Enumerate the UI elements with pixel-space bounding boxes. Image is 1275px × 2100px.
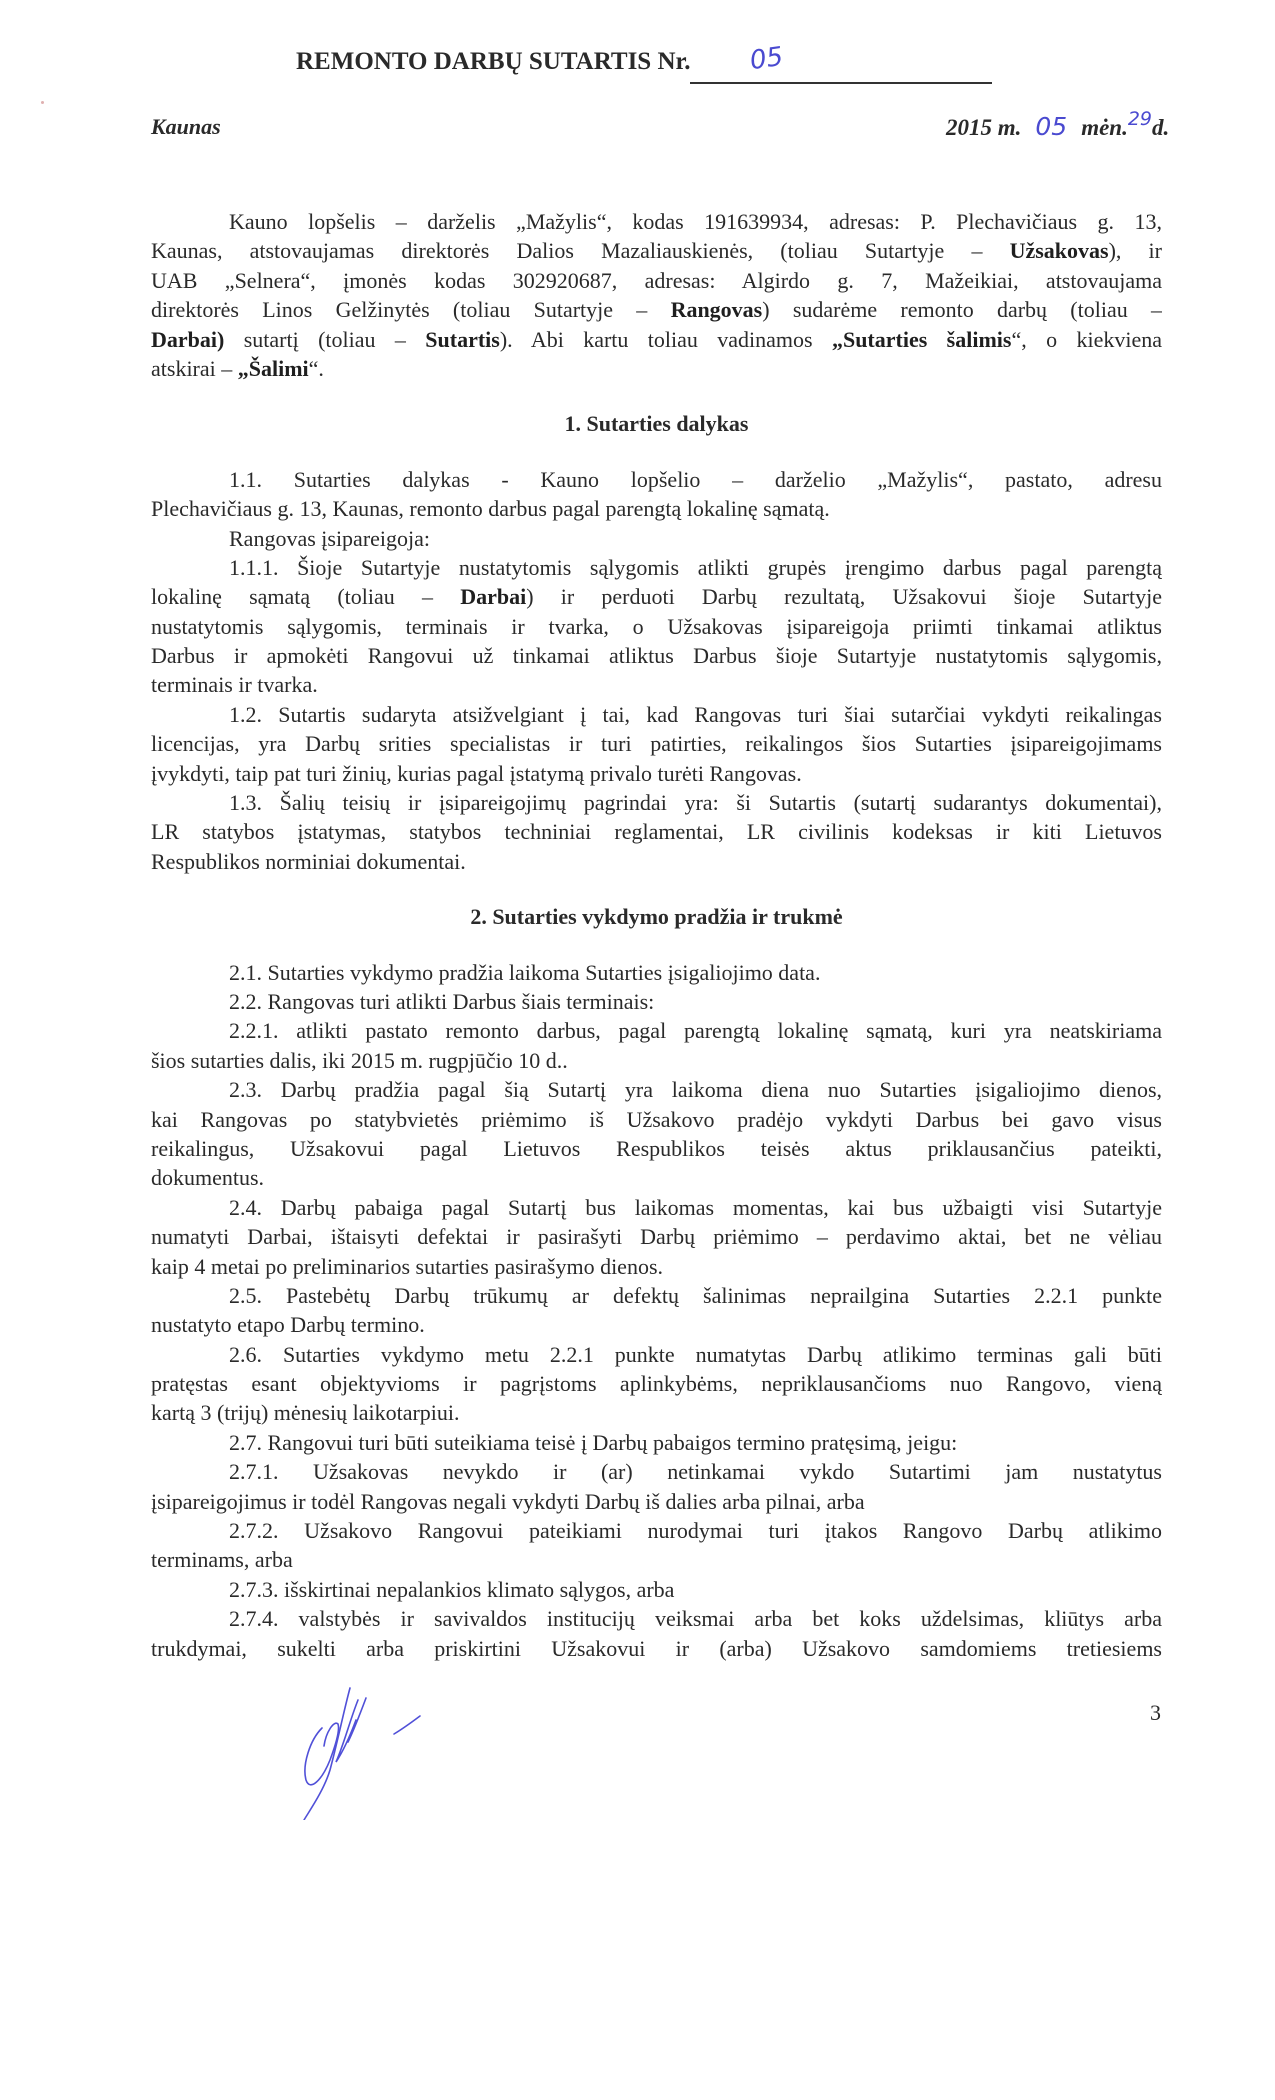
text-line bbox=[151, 670, 1162, 699]
text-segment: įvykdyti, taip pat turi žinių, kurias pagal įstatymą privalo turėti Rangovas. bbox=[151, 760, 802, 786]
text-segment: 2.6. Sutarties vykdymo metu 2.2.1 punkte numatytas Darbų atlikimo terminas gali būti bbox=[229, 1341, 1162, 1367]
text-segment: 2.2. Rangovas turi atlikti Darbus šiais terminais: bbox=[229, 988, 655, 1014]
page-number: 3 bbox=[1150, 1700, 1161, 1725]
text-segment: reikalingus, Užsakovui pagal Lietuvos Respublikos teisės aktus priklausančius pateikti, bbox=[151, 1135, 1162, 1161]
text-segment: 1.2. Sutartis sudaryta atsižvelgiant į tai, kad Rangovas turi šiai sutarčiai vykdyti reikalingas bbox=[229, 701, 1162, 727]
text-line bbox=[151, 465, 1162, 494]
text-line bbox=[151, 1252, 1162, 1281]
text-segment: licencijas, yra Darbų srities specialistas ir turi patirties, reikalingos šios Sutarties įsipareigojimams bbox=[151, 731, 1162, 757]
text-segment: 2.7. Rangovui turi būti suteikiama teisė į Darbų pabaigos termino pratęsimą, jeigu: bbox=[229, 1429, 958, 1455]
text-line bbox=[151, 1604, 1162, 1633]
text-segment: 2.3. Darbų pradžia pagal šią Sutartį yra laikoma diena nuo Sutarties įsigaliojimo dienos, bbox=[229, 1077, 1162, 1103]
section-heading: 1. Sutarties dalykas bbox=[564, 411, 749, 437]
text-line bbox=[151, 729, 1162, 758]
text-line bbox=[151, 354, 1162, 383]
text-segment: kaip 4 metai po preliminarios sutarties pasirašymo dienos. bbox=[151, 1253, 664, 1279]
text-line bbox=[151, 612, 1162, 641]
text-segment: ). Abi kartu toliau vadinamos bbox=[499, 326, 832, 352]
text-line bbox=[151, 266, 1162, 295]
text-line bbox=[151, 1634, 1162, 1663]
section-heading: 2. Sutarties vykdymo pradžia ir trukmė bbox=[470, 904, 843, 930]
date-year: 2015 m. bbox=[946, 115, 1022, 140]
text-line bbox=[151, 1281, 1162, 1310]
text-line bbox=[151, 1134, 1162, 1163]
document-body bbox=[151, 207, 1162, 1663]
text-segment: terminams, arba bbox=[151, 1547, 293, 1573]
bold-term: Darbai bbox=[460, 584, 527, 610]
text-line bbox=[151, 295, 1162, 324]
text-line bbox=[151, 1163, 1162, 1192]
text-line bbox=[151, 1340, 1162, 1369]
text-segment: nustatytomis sąlygomis, terminais ir tvarka, o Užsakovas įsipareigoja priimti tinkamai atliktus bbox=[151, 613, 1162, 639]
text-line bbox=[151, 494, 1162, 523]
date-day-handwritten: 29 bbox=[1127, 108, 1153, 130]
text-segment: UAB „Selnera“, įmonės kodas 302920687, adresas: Algirdo g. 7, Mažeikiai, atstovaujama bbox=[151, 267, 1162, 293]
text-segment: pratęstas esant objektyvioms ir pagrįstoms aplinkybėms, nepriklausančioms nuo Rangovo, vieną bbox=[151, 1371, 1162, 1397]
text-segment: atskirai – bbox=[151, 355, 238, 381]
text-segment: terminais ir tvarka. bbox=[151, 672, 318, 698]
intro-paragraph bbox=[151, 207, 1162, 383]
contract-number-underline bbox=[690, 82, 992, 84]
text-segment: lokalinę sąmatą (toliau – bbox=[151, 584, 461, 610]
text-line bbox=[151, 1369, 1162, 1398]
text-segment: įsipareigojimus ir todėl Rangovas negali vykdyti Darbų iš dalies arba pilnai, arba bbox=[151, 1488, 865, 1514]
sections bbox=[151, 409, 1162, 1663]
text-segment: nustatyto etapo Darbų termino. bbox=[151, 1312, 425, 1338]
text-line bbox=[151, 325, 1162, 354]
bold-term: Užsakovas bbox=[1009, 238, 1109, 264]
text-segment: LR statybos įstatymas, statybos techniniai reglamentai, LR civilinis kodeksas ir kiti Lietuvos bbox=[151, 819, 1162, 845]
text-segment: numatyti Darbai, ištaisyti defektai ir pasirašyti Darbų priėmimo – perdavimo aktai, bet ne vėliau bbox=[151, 1224, 1162, 1250]
text-line bbox=[151, 958, 1162, 987]
text-line bbox=[151, 1398, 1162, 1427]
text-segment: trukdymai, sukelti arba priskirtini Užsakovui ir (arba) Užsakovo samdomiems tretiesiems bbox=[151, 1635, 1162, 1661]
text-line bbox=[151, 987, 1162, 1016]
text-segment: 1.1.1. Šioje Sutartyje nustatytomis sąlygomis atlikti grupės įrengimo darbus pagal parengtą bbox=[229, 554, 1162, 580]
text-segment: 2.2.1. atlikti pastato remonto darbus, pagal parengtą lokalinę sąmatą, kuri yra neatskiriama bbox=[229, 1018, 1162, 1044]
text-line bbox=[151, 582, 1162, 611]
text-line bbox=[151, 788, 1162, 817]
text-segment: “. bbox=[308, 355, 324, 381]
text-segment: Plechavičiaus g. 13, Kaunas, remonto darbus pagal parengtą lokalinę sąmatą. bbox=[151, 496, 830, 522]
date-day-label: d. bbox=[1152, 115, 1170, 140]
text-line bbox=[151, 1516, 1162, 1545]
bold-term: Sutartis bbox=[425, 326, 500, 352]
text-segment: dokumentus. bbox=[151, 1165, 265, 1191]
text-line bbox=[151, 1046, 1162, 1075]
text-line bbox=[151, 1575, 1162, 1604]
text-segment: direktorės Linos Gelžinytės (toliau Sutartyje – bbox=[151, 297, 671, 323]
text-line bbox=[151, 236, 1162, 265]
text-line bbox=[151, 1487, 1162, 1516]
text-segment: Rangovas įsipareigoja: bbox=[229, 525, 431, 551]
text-line bbox=[151, 553, 1162, 582]
text-segment: “, o kiekviena bbox=[1011, 326, 1162, 352]
bold-term: Rangovas bbox=[670, 297, 763, 323]
text-line bbox=[151, 1310, 1162, 1339]
contract-date bbox=[946, 108, 1170, 141]
text-segment: 2.7.2. Užsakovo Rangovui pateikiami nurodymai turi įtakos Rangovo Darbų atlikimo bbox=[229, 1518, 1162, 1544]
section-2 bbox=[151, 902, 1162, 1663]
text-segment: 2.1. Sutarties vykdymo pradžia laikoma Sutarties įsigaliojimo data. bbox=[229, 959, 821, 985]
text-line bbox=[151, 1222, 1162, 1251]
bold-term: „Sutarties šalimis bbox=[831, 326, 1012, 352]
text-segment: 1.1. Sutarties dalykas - Kauno lopšelio – darželio „Mažylis“, pastato, adresu bbox=[229, 466, 1162, 492]
date-month-handwritten: 05 bbox=[1035, 112, 1068, 141]
text-segment: Kaunas, atstovaujamas direktorės Dalios Mazaliauskienės, (toliau Sutartyje – bbox=[151, 238, 1010, 264]
text-line bbox=[151, 1105, 1162, 1134]
text-line bbox=[151, 1428, 1162, 1457]
text-segment: ), ir bbox=[1108, 238, 1162, 264]
city: Kaunas bbox=[151, 114, 221, 139]
text-line bbox=[151, 1016, 1162, 1045]
section-1 bbox=[151, 409, 1162, 876]
text-line bbox=[151, 524, 1162, 553]
scan-speck bbox=[41, 101, 44, 104]
text-segment: Kauno lopšelis – darželis „Mažylis“, kodas 191639934, adresas: P. Plechavičiaus g. 13, bbox=[229, 209, 1162, 234]
text-segment: 2.7.4. valstybės ir savivaldos institucijų veiksmai arba bet koks uždelsimas, kliūtys arba bbox=[229, 1606, 1162, 1632]
text-line bbox=[151, 1075, 1162, 1104]
date-month-label: mėn. bbox=[1081, 115, 1128, 140]
text-segment: 2.7.1. Užsakovas nevykdo ir (ar) netinkamai vykdo Sutartimi jam nustatytus bbox=[229, 1459, 1162, 1485]
bold-term: „Šalimi bbox=[237, 355, 309, 381]
text-line bbox=[151, 700, 1162, 729]
text-line bbox=[151, 817, 1162, 846]
text-segment: sutartį (toliau – bbox=[224, 326, 426, 352]
text-segment: kartą 3 (trijų) mėnesių laikotarpiui. bbox=[151, 1400, 460, 1426]
document-title: REMONTO DARBŲ SUTARTIS Nr. bbox=[296, 48, 691, 75]
signature bbox=[300, 1680, 460, 1825]
text-segment: 2.5. Pastebėtų Darbų trūkumų ar defektų šalinimas neprailgina Sutarties 2.2.1 punkte bbox=[229, 1282, 1162, 1308]
text-line bbox=[151, 759, 1162, 788]
text-segment: 2.7.3. išskirtinai nepalankios klimato sąlygos, arba bbox=[229, 1576, 675, 1602]
text-segment: 2.4. Darbų pabaiga pagal Sutartį bus laikomas momentas, kai bus užbaigti visi Sutartyje bbox=[229, 1194, 1162, 1220]
text-segment: 1.3. Šalių teisių ir įsipareigojimų pagrindai yra: ši Sutartis (sutartį sudarantys dokumentai), bbox=[229, 790, 1162, 816]
text-segment: ) ir perduoti Darbų rezultatą, Užsakovui šioje Sutartyje bbox=[526, 584, 1162, 610]
text-line bbox=[151, 1457, 1162, 1486]
text-segment: kai Rangovas po statybvietės priėmimo iš Užsakovo pradėjo vykdyti Darbus bei gavo visus bbox=[151, 1106, 1162, 1132]
text-segment: šios sutarties dalis, iki 2015 m. rugpjūčio 10 d.. bbox=[151, 1047, 568, 1073]
text-segment: Respublikos norminiai dokumentai. bbox=[151, 848, 466, 874]
text-segment: ) sudarėme remonto darbų (toliau – bbox=[762, 297, 1162, 323]
text-line bbox=[151, 641, 1162, 670]
text-segment: Darbus ir apmokėti Rangovui už tinkamai atliktus Darbus šioje Sutartyje nustatytomis sąlygomis, bbox=[151, 643, 1162, 669]
contract-number-handwritten: 05 bbox=[748, 41, 786, 77]
text-line bbox=[151, 847, 1162, 876]
bold-term: Darbai) bbox=[151, 326, 225, 352]
text-line bbox=[151, 207, 1162, 236]
text-line bbox=[151, 1193, 1162, 1222]
text-line bbox=[151, 1545, 1162, 1574]
